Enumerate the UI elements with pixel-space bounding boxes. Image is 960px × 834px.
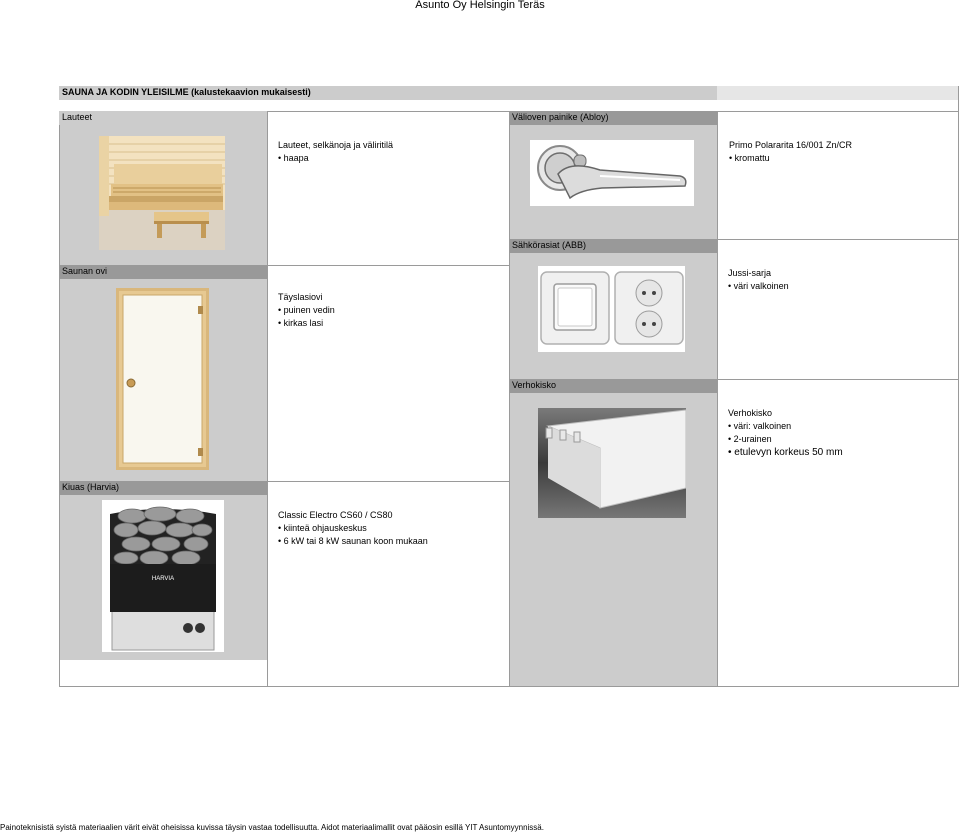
footer-note: Painoteknisistä syistä materiaalien värit eivät oheisissa kuvissa täysin vastaa todellisuutta. Aidot materiaalimallit ovat pääosin esillä YIT Asuntomyynnissä. [0, 823, 544, 832]
verho-title: Verhokisko [728, 408, 773, 418]
verho-description [728, 407, 953, 459]
verho-image [538, 408, 686, 518]
page-title: Asunto Oy Helsingin Teräs [415, 0, 545, 11]
grid-line [267, 111, 268, 687]
lauteet-bullet: • haapa [278, 152, 503, 165]
kiuas-header: Kiuas (Harvia) [59, 481, 267, 495]
ovi-bullet: • kirkas lasi [278, 317, 503, 330]
painike-image [530, 140, 694, 206]
painike-title: Primo Polararita 16/001 Zn/CR [729, 140, 853, 150]
section-title: SAUNA JA KODIN YLEISILME (kalustekaavion mukaisesti) [59, 86, 717, 100]
lauteet-description [278, 139, 503, 165]
grid-line [717, 111, 718, 687]
verho-bullet: • etulevyn korkeus 50 mm [728, 446, 953, 459]
lauteet-image [99, 136, 225, 250]
sahko-image [538, 266, 685, 352]
sahko-description [728, 267, 953, 293]
ovi-image [116, 288, 209, 470]
lauteet-header: Lauteet [59, 111, 267, 125]
sahko-title: Jussi-sarja [728, 268, 772, 278]
grid-line [59, 111, 60, 687]
sahko-header: Sähkörasiat (ABB) [509, 239, 717, 253]
painike-header: Välioven painike (Abloy) [509, 111, 717, 125]
painike-bullet: • kromattu [729, 152, 954, 165]
grid-line [958, 86, 959, 687]
kiuas-description [278, 509, 506, 548]
ovi-title: Täyslasiovi [278, 292, 323, 302]
verho-header: Verhokisko [509, 379, 717, 393]
grid-line [509, 111, 510, 687]
kiuas-bullet: • kiinteä ohjauskeskus [278, 522, 506, 535]
kiuas-title: Classic Electro CS60 / CS80 [278, 510, 393, 520]
verho-bullet: • väri: valkoinen [728, 420, 953, 433]
ovi-bullet: • puinen vedin [278, 304, 503, 317]
verho-bullet: • 2-urainen [728, 433, 953, 446]
ovi-description [278, 291, 503, 330]
kiuas-image [102, 500, 224, 652]
sahko-bullet: • väri valkoinen [728, 280, 953, 293]
section-title-extension [717, 86, 958, 100]
kiuas-brand-mark: HARVIA [151, 576, 175, 582]
kiuas-bullet: • 6 kW tai 8 kW saunan koon mukaan [278, 535, 506, 548]
ovi-header: Saunan ovi [59, 265, 267, 279]
painike-description [729, 139, 954, 165]
lauteet-title: Lauteet, selkänoja ja väliritilä [278, 140, 394, 150]
